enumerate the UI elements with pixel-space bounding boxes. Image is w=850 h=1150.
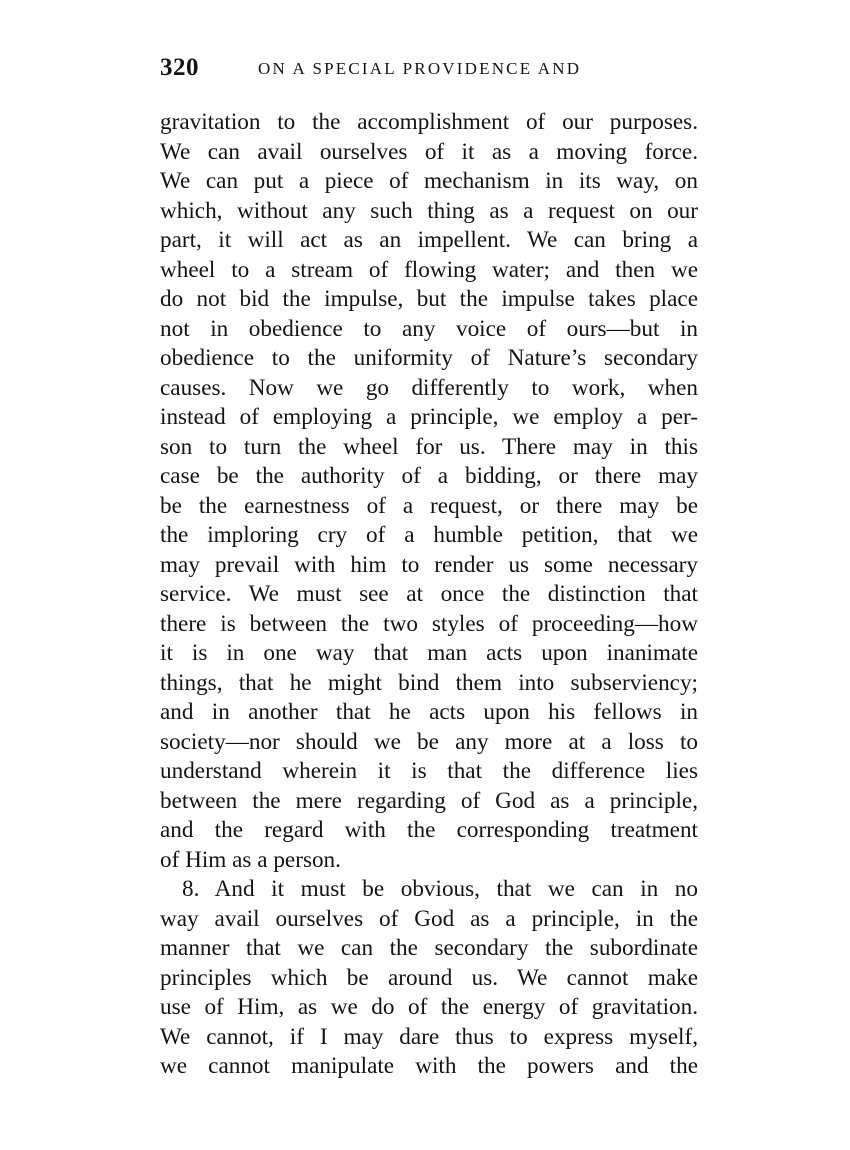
text-line: way avail ourselves of God as a principle, in the: [160, 905, 698, 932]
text-line: society—nor should we be any more at a loss to: [160, 728, 698, 755]
text-line: we cannot manipulate with the powers and the: [160, 1053, 698, 1079]
text-line: We cannot, if I may dare thus to express myself,: [160, 1023, 698, 1050]
text-line: instead of employing a principle, we employ a per-: [160, 404, 698, 430]
text-line: We can avail ourselves of it as a moving force.: [160, 138, 698, 165]
text-line: wheel to a stream of flowing water; and then we: [160, 256, 698, 283]
text-line: understand wherein it is that the difference lies: [160, 758, 698, 784]
text-line: not in obedience to any voice of ours—but in: [160, 315, 698, 342]
text-line: and in another that he acts upon his fellows in: [160, 699, 698, 725]
text-line: gravitation to the accomplishment of our purposes.: [160, 109, 698, 135]
text-line: use of Him, as we do of the energy of gravitation.: [160, 994, 698, 1020]
text-line: service. We must see at once the distinction that: [160, 581, 698, 607]
text-line: causes. Now we go differently to work, when: [160, 374, 698, 401]
text-line: do not bid the impulse, but the impulse takes place: [160, 286, 698, 312]
text-line: the imploring cry of a humble petition, that we: [160, 522, 698, 548]
text-line: it is in one way that man acts upon inanimate: [160, 640, 698, 666]
text-line: obedience to the uniformity of Nature’s secondary: [160, 345, 698, 371]
body-text: [160, 108, 698, 1082]
text-line: son to turn the wheel for us. There may in this: [160, 433, 698, 460]
text-line: case be the authority of a bidding, or there may: [160, 463, 698, 489]
text-line: and the regard with the corresponding treatment: [160, 817, 698, 843]
text-line: be the earnestness of a request, or there may be: [160, 492, 698, 519]
text-line: principles which be around us. We cannot make: [160, 964, 698, 991]
text-line: manner that we can the secondary the subordinate: [160, 935, 698, 961]
paragraph-end-line: of Him as a person.: [160, 846, 341, 873]
text-line: may prevail with him to render us some necessary: [160, 551, 698, 578]
text-line: We can put a piece of mechanism in its way, on: [160, 168, 698, 194]
running-title: ON A SPECIAL PROVIDENCE AND: [258, 59, 582, 78]
text-line: things, that he might bind them into subserviency;: [160, 669, 698, 696]
running-head: [160, 54, 700, 94]
page-number: 320: [160, 54, 199, 81]
paragraph-start-line: 8. And it must be obvious, that we can in no: [182, 876, 698, 902]
text-line: which, without any such thing as a request on our: [160, 197, 698, 224]
text-line: part, it will act as an impellent. We can bring a: [160, 227, 698, 253]
text-line: between the mere regarding of God as a principle,: [160, 787, 698, 814]
text-line: there is between the two styles of proceeding—how: [160, 610, 698, 637]
